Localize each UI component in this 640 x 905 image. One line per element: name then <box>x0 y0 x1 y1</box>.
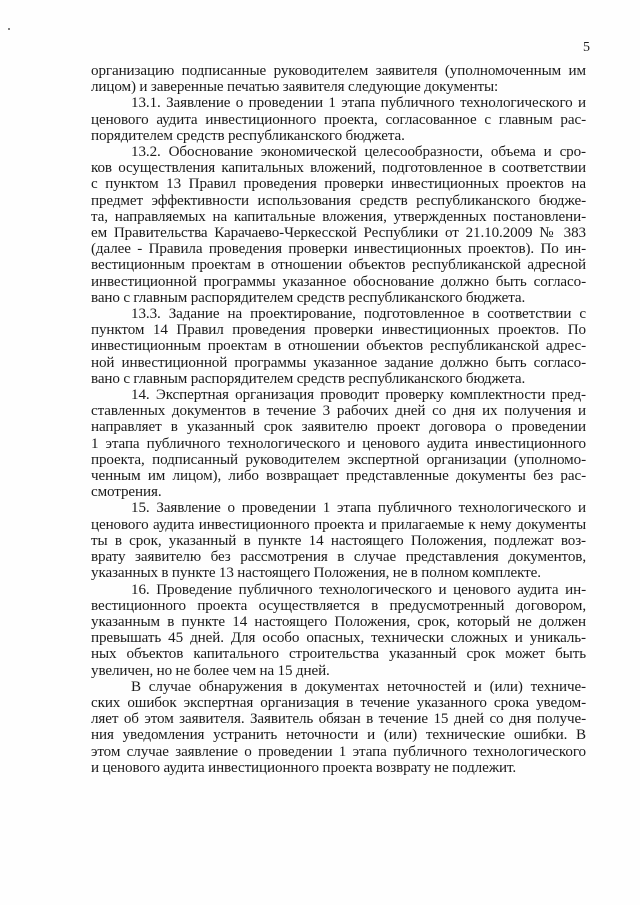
text-line: инвестиционным проектам в отношении объектов республиканской адрес- <box>91 338 586 355</box>
text-line: (далее - Правила проведения проверки инвестиционных проектов). По ин- <box>91 241 586 258</box>
text-line: 13.2. Обоснование экономической целесообразности, объема и сро- <box>131 144 586 161</box>
paragraph-p13-1 <box>91 95 586 144</box>
text-line: смотрения. <box>91 484 162 501</box>
text-line: вестиционным проектам в отношении объектов республиканской адресной <box>91 257 586 274</box>
paragraph-p13-2 <box>91 144 586 306</box>
text-line: порядителем средств республиканского бюджета. <box>91 127 405 144</box>
page-number: 5 <box>583 40 590 55</box>
document-body <box>91 63 586 776</box>
text-line: 13.3. Задание на проектирование, подготовленное в соответствии с <box>131 306 586 323</box>
text-line: лицом) и заверенные печатью заявителя следующие документы: <box>91 79 499 96</box>
text-line: ков осуществления капитальных вложений, подготовленное в соответствии <box>91 160 586 177</box>
text-line: врату заявителю без рассмотрения в случае представления документов, <box>91 549 586 566</box>
text-line: 16. Проведение публичного технологического и ценового аудита ин- <box>131 581 586 598</box>
text-line: предмет эффективности использования средств республиканского бюдже- <box>91 192 586 209</box>
text-line: ем Правительства Карачаево-Черкесской Республики от 21.10.2009 № 383 <box>91 225 586 242</box>
paragraph-p16-b <box>91 679 586 776</box>
text-line: 13.1. Заявление о проведении 1 этапа публичного технологического и <box>131 95 586 112</box>
text-line: организацию подписанные руководителем заявителя (уполномоченным им <box>91 63 586 79</box>
text-line: ляет об этом заявителя. Заявитель обязан в течение 15 дней со дня получе- <box>91 711 586 728</box>
text-line: с пунктом 13 Правил проведения проверки инвестиционных проектов на <box>91 176 586 193</box>
paragraph-p16 <box>91 582 586 679</box>
text-line: превышать 45 дней. Для особо опасных, технически сложных и уникаль- <box>91 630 586 647</box>
paragraph-intro <box>91 63 586 95</box>
text-line: этом случае заявление о проведении 1 этапа публичного технологического <box>91 743 586 760</box>
text-line: ния уведомления устранить неточности и (или) технические ошибки. В <box>91 727 586 744</box>
text-line: В случае обнаружения в документах неточностей и (или) техниче- <box>131 678 586 695</box>
text-line: указанных в пункте 13 настоящего Положения, не в полном комплекте. <box>91 565 541 582</box>
text-line: 14. Экспертная организация проводит проверку комплектности пред- <box>131 387 586 404</box>
text-line: ной инвестиционной программы указанное задание должно быть согласо- <box>91 354 586 371</box>
paragraph-p13-3 <box>91 306 586 387</box>
text-line: ставленных документов в течение 3 рабочих дней со дня их получения и <box>91 403 586 420</box>
text-line: проекта, подписанный руководителем экспертной организации (уполномо- <box>91 451 586 468</box>
paragraph-p14 <box>91 387 586 500</box>
text-line: указанным в пункте 14 настоящего Положения, срок, который не должен <box>91 613 586 630</box>
paragraph-p15 <box>91 500 586 581</box>
text-line: 1 этапа публичного технологического и ценового аудита инвестиционного <box>91 435 586 452</box>
text-line: пунктом 14 Правил проведения проверки инвестиционных проектов. По <box>91 322 586 339</box>
text-line: инвестиционной программы указанное обоснование должно быть согласо- <box>91 273 586 290</box>
text-line: 15. Заявление о проведении 1 этапа публичного технологического и <box>131 500 586 517</box>
text-line: ценового аудита инвестиционного проекта и прилагаемые к нему документы <box>91 516 586 533</box>
text-line: ценового аудита инвестиционного проекта, согласованное с главным рас- <box>91 111 586 128</box>
text-line: вестиционного проекта осуществляется в предусмотренный договором, <box>91 597 586 614</box>
text-line: вано с главным распорядителем средств республиканского бюджета. <box>91 289 526 306</box>
text-line: увеличен, но не более чем на 15 дней. <box>91 662 330 679</box>
text-line: и ценового аудита инвестиционного проекта возврату не подлежит. <box>91 759 517 776</box>
text-line: ченным им лицом), либо возвращает представленные документы без рас- <box>91 468 586 485</box>
text-line: ных объектов капитального строительства указанный срок может быть <box>91 646 586 663</box>
text-line: направляет в указанный срок заявителю проект договора о проведении <box>91 419 586 436</box>
scan-speck <box>8 28 10 30</box>
text-line: ты в срок, указанный в пункте 14 настоящего Положения, подлежат воз- <box>91 532 586 549</box>
text-line: ских ошибок экспертная организация в течение указанного срока уведом- <box>91 694 586 711</box>
text-line: та, направляемых на капитальные вложения, утвержденных постановлени- <box>91 208 586 225</box>
text-line: вано с главным распорядителем средств республиканского бюджета. <box>91 370 526 387</box>
